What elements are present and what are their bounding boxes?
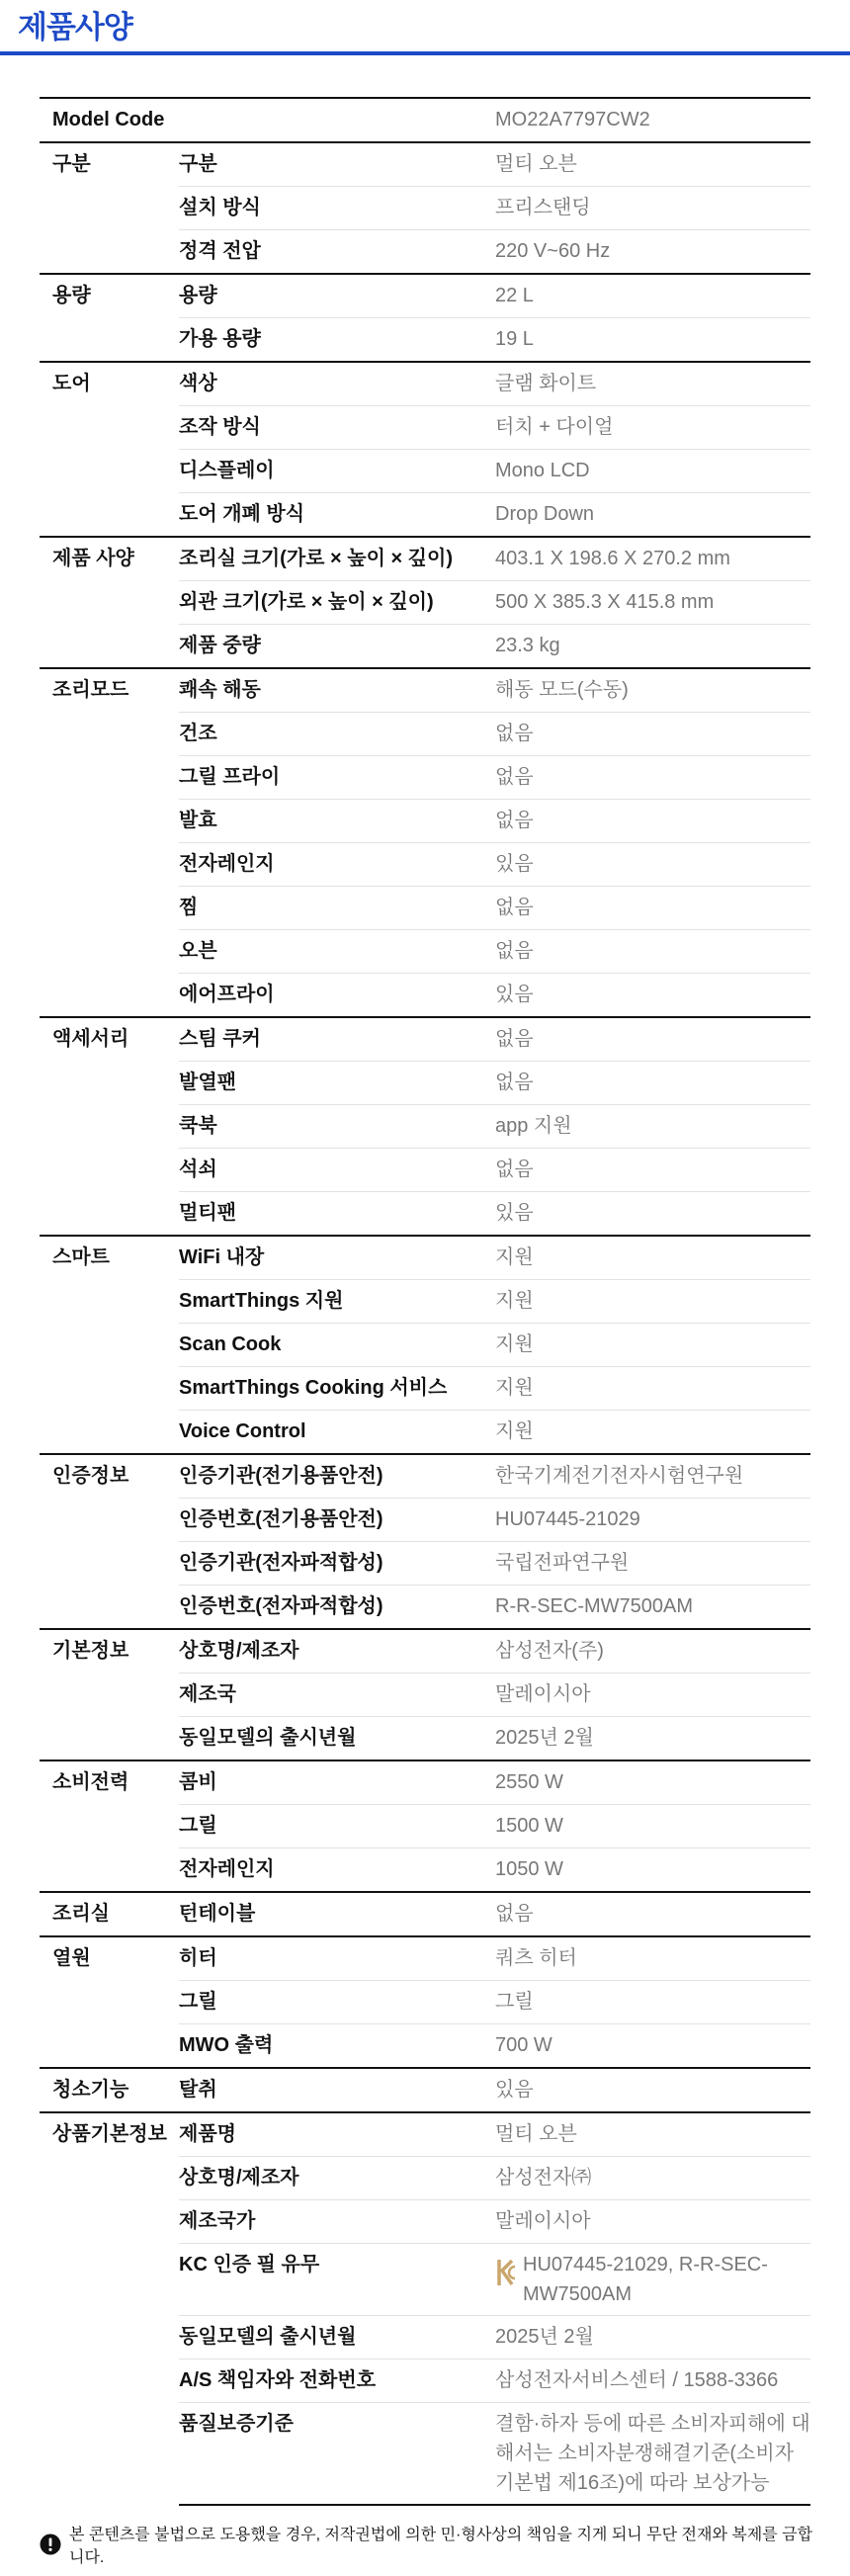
spec-value: 터치 + 다이얼	[495, 406, 810, 450]
spec-label: 품질보증기준	[179, 2403, 495, 2506]
spec-row	[40, 362, 810, 406]
spec-value: 있음	[495, 843, 810, 887]
spec-label: 전자레인지	[179, 843, 495, 887]
spec-value: 지원	[495, 1411, 810, 1455]
spec-row	[40, 2068, 810, 2112]
spec-label: 구분	[179, 142, 495, 187]
spec-label: 상호명/제조자	[179, 1629, 495, 1674]
spec-value: 지원	[495, 1367, 810, 1411]
spec-value: R-R-SEC-MW7500AM	[495, 1586, 810, 1630]
spec-group-name: 도어	[40, 362, 179, 537]
spec-label: 석쇠	[179, 1149, 495, 1192]
spec-row	[40, 142, 810, 187]
spec-label: 쾌속 해동	[179, 668, 495, 713]
spec-group-name: 상품기본정보	[40, 2112, 179, 2505]
spec-value: 없음	[495, 887, 810, 930]
spec-label: Voice Control	[179, 1411, 495, 1455]
spec-value: 멀티 오븐	[495, 2112, 810, 2157]
spec-value: 23.3 kg	[495, 625, 810, 669]
spec-row	[40, 2112, 810, 2157]
spec-value: 19 L	[495, 318, 810, 363]
spec-value: 없음	[495, 1062, 810, 1105]
spec-group-name: 액세서리	[40, 1017, 179, 1236]
spec-label: 그릴 프라이	[179, 756, 495, 800]
spec-value: 1500 W	[495, 1805, 810, 1848]
spec-value: 500 X 385.3 X 415.8 mm	[495, 581, 810, 625]
spec-value: 쿼츠 히터	[495, 1936, 810, 1981]
spec-label: 건조	[179, 713, 495, 756]
spec-value: 있음	[495, 974, 810, 1018]
spec-label: 도어 개폐 방식	[179, 493, 495, 538]
spec-row	[40, 1017, 810, 1062]
spec-label: 오븐	[179, 930, 495, 974]
spec-label: 조작 방식	[179, 406, 495, 450]
spec-group-name: 구분	[40, 142, 179, 274]
spec-value: Drop Down	[495, 493, 810, 538]
spec-group-name: 기본정보	[40, 1629, 179, 1760]
spec-label: 정격 전압	[179, 230, 495, 275]
spec-label: 콤비	[179, 1760, 495, 1805]
spec-label: 제품 중량	[179, 625, 495, 669]
spec-label: 동일모델의 출시년월	[179, 2316, 495, 2360]
spec-label: KC 인증 필 유무	[179, 2244, 495, 2316]
spec-label: 그릴	[179, 1805, 495, 1848]
spec-value: app 지원	[495, 1105, 810, 1149]
spec-label: 그릴	[179, 1981, 495, 2024]
spec-value: 지원	[495, 1324, 810, 1367]
spec-label: 제조국	[179, 1674, 495, 1717]
spec-row	[40, 1936, 810, 1981]
spec-label: 외관 크기(가로 × 높이 × 깊이)	[179, 581, 495, 625]
spec-value: 그릴	[495, 1981, 810, 2024]
spec-label: 디스플레이	[179, 450, 495, 493]
spec-value: 지원	[495, 1236, 810, 1280]
spec-value: 해동 모드(수동)	[495, 668, 810, 713]
spec-row	[40, 1892, 810, 1936]
spec-label: SmartThings 지원	[179, 1280, 495, 1324]
spec-value: HU07445-21029	[495, 1499, 810, 1542]
spec-label: Scan Cook	[179, 1324, 495, 1367]
spec-label: A/S 책임자와 전화번호	[179, 2360, 495, 2403]
spec-value: 없음	[495, 1017, 810, 1062]
spec-label: 조리실 크기(가로 × 높이 × 깊이)	[179, 537, 495, 581]
spec-value: 삼성전자서비스센터 / 1588-3366	[495, 2360, 810, 2403]
spec-value: 결함·하자 등에 따른 소비자피해에 대해서는 소비자분쟁해결기준(소비자기본법 제16조)에 따라 보상가능	[495, 2403, 810, 2506]
spec-group-name: 조리실	[40, 1892, 179, 1936]
spec-value: 말레이시아	[495, 2200, 810, 2244]
spec-value: 22 L	[495, 274, 810, 318]
spec-value: 멀티 오븐	[495, 142, 810, 187]
spec-value: 국립전파연구원	[495, 1542, 810, 1586]
spec-label: 제조국가	[179, 2200, 495, 2244]
spec-value: Mono LCD	[495, 450, 810, 493]
spec-value: 없음	[495, 1892, 810, 1936]
spec-group-name: 조리모드	[40, 668, 179, 1017]
spec-group-name: 소비전력	[40, 1760, 179, 1892]
spec-value: 있음	[495, 1192, 810, 1237]
spec-label: 인증기관(전자파적합성)	[179, 1542, 495, 1586]
spec-label: 쿡북	[179, 1105, 495, 1149]
spec-row	[40, 274, 810, 318]
spec-value: 700 W	[495, 2024, 810, 2069]
spec-value: 삼성전자㈜	[495, 2157, 810, 2200]
spec-label: 인증번호(전기용품안전)	[179, 1499, 495, 1542]
spec-row	[40, 1454, 810, 1499]
spec-label: MWO 출력	[179, 2024, 495, 2069]
spec-label: 가용 용량	[179, 318, 495, 363]
spec-value: 삼성전자(주)	[495, 1629, 810, 1674]
spec-value: 없음	[495, 713, 810, 756]
notice-text: 본 콘텐츠를 불법으로 도용했을 경우, 저작권법에 의한 민·형사상의 책임을 지게 되니 무단 전재와 복제를 금합니다.	[69, 2527, 813, 2566]
model-code-label: Model Code	[40, 98, 495, 142]
spec-label: 인증번호(전자파적합성)	[179, 1586, 495, 1630]
spec-label: 발효	[179, 800, 495, 843]
spec-value: 한국기계전기전자시험연구원	[495, 1454, 810, 1499]
spec-group-name: 열원	[40, 1936, 179, 2068]
spec-row	[40, 668, 810, 713]
spec-label: 용량	[179, 274, 495, 318]
spec-label: 에어프라이	[179, 974, 495, 1018]
spec-label: 동일모델의 출시년월	[179, 1717, 495, 1761]
spec-value: 2550 W	[495, 1760, 810, 1805]
spec-value: 1050 W	[495, 1848, 810, 1893]
spec-group-name: 용량	[40, 274, 179, 362]
spec-value: 말레이시아	[495, 1674, 810, 1717]
spec-value: 없음	[495, 930, 810, 974]
spec-value: 2025년 2월	[495, 1717, 810, 1761]
page-header	[0, 0, 850, 55]
spec-value: 글램 화이트	[495, 362, 810, 406]
spec-value: 없음	[495, 756, 810, 800]
spec-label: 탈취	[179, 2068, 495, 2112]
exclamation-circle-icon	[40, 2533, 61, 2555]
spec-row	[40, 1236, 810, 1280]
spec-value: 프리스탠딩	[495, 187, 810, 230]
spec-value: 없음	[495, 1149, 810, 1192]
spec-value: HU07445-21029, R-R-SEC-MW7500AM	[495, 2244, 810, 2316]
spec-label: 발열팬	[179, 1062, 495, 1105]
spec-label: 설치 방식	[179, 187, 495, 230]
spec-group-name: 제품 사양	[40, 537, 179, 668]
spec-value: 2025년 2월	[495, 2316, 810, 2360]
spec-label: 인증기관(전기용품안전)	[179, 1454, 495, 1499]
model-code-row	[40, 98, 810, 142]
spec-label: SmartThings Cooking 서비스	[179, 1367, 495, 1411]
kc-certification-icon	[495, 2258, 517, 2287]
model-code-value: MO22A7797CW2	[495, 98, 810, 142]
spec-table	[40, 97, 810, 2506]
spec-label: 전자레인지	[179, 1848, 495, 1893]
spec-label: WiFi 내장	[179, 1236, 495, 1280]
spec-value: 지원	[495, 1280, 810, 1324]
spec-label: 턴테이블	[179, 1892, 495, 1936]
spec-row	[40, 1760, 810, 1805]
spec-label: 찜	[179, 887, 495, 930]
spec-group-name: 스마트	[40, 1236, 179, 1454]
spec-label: 스팀 쿠커	[179, 1017, 495, 1062]
spec-group-name: 인증정보	[40, 1454, 179, 1629]
spec-row	[40, 1629, 810, 1674]
spec-row	[40, 537, 810, 581]
spec-label: 상호명/제조자	[179, 2157, 495, 2200]
copyright-notice	[40, 2527, 820, 2566]
page-title: 제품사양	[18, 10, 132, 44]
spec-value: 있음	[495, 2068, 810, 2112]
spec-group-name: 청소기능	[40, 2068, 179, 2112]
spec-value: 403.1 X 198.6 X 270.2 mm	[495, 537, 810, 581]
spec-label: 멀티팬	[179, 1192, 495, 1237]
spec-value: 없음	[495, 800, 810, 843]
spec-label: 제품명	[179, 2112, 495, 2157]
spec-label: 히터	[179, 1936, 495, 1981]
spec-value: 220 V~60 Hz	[495, 230, 810, 275]
spec-label: 색상	[179, 362, 495, 406]
